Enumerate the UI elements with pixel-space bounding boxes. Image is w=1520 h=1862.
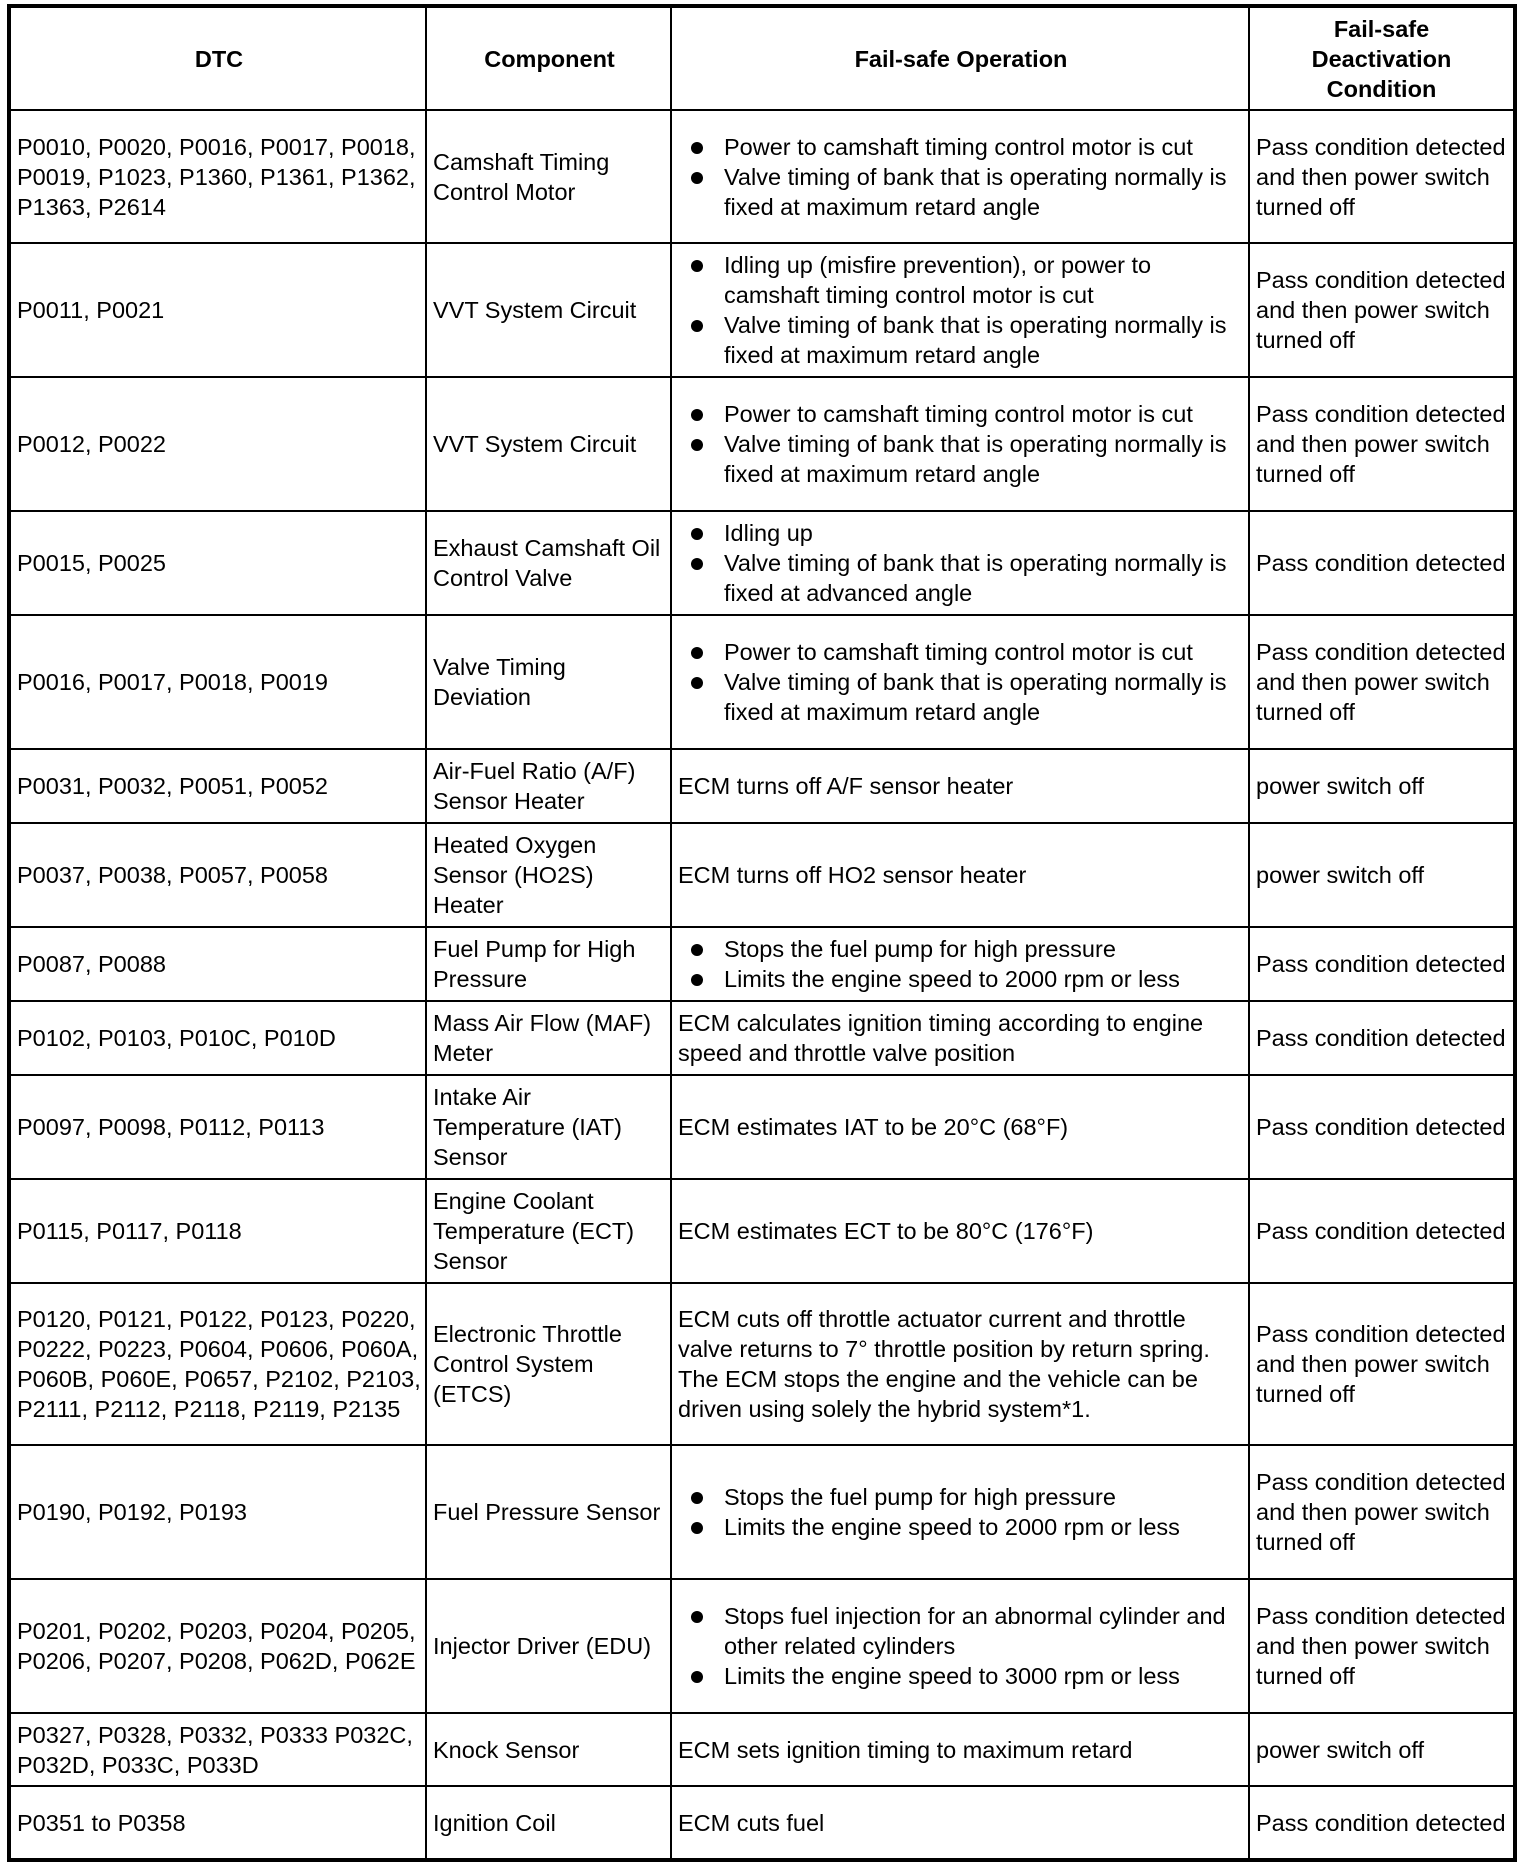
cell-deactivation: Pass condition detected and then power switch turned off: [1249, 1283, 1515, 1445]
cell-operation: ECM estimates ECT to be 80°C (176°F): [671, 1179, 1249, 1283]
table-row: [9, 110, 1515, 243]
table-row: [9, 615, 1515, 749]
operation-bullet-item: Idling up (misfire prevention), or power to camshaft timing control motor is cut: [724, 250, 1244, 310]
cell-dtc: P0087, P0088: [9, 927, 426, 1001]
operation-bullet-list: [678, 637, 1244, 727]
cell-component: VVT System Circuit: [426, 243, 671, 377]
table-row: [9, 1579, 1515, 1713]
cell-component: Electronic Throttle Control System (ETCS): [426, 1283, 671, 1445]
operation-bullet-list: [678, 934, 1244, 994]
cell-component: Air-Fuel Ratio (A/F) Sensor Heater: [426, 749, 671, 823]
cell-deactivation: Pass condition detected: [1249, 1179, 1515, 1283]
cell-component: Fuel Pressure Sensor: [426, 1445, 671, 1579]
table-row: [9, 1786, 1515, 1860]
operation-bullet-item: Limits the engine speed to 3000 rpm or less: [724, 1661, 1244, 1691]
cell-deactivation: power switch off: [1249, 823, 1515, 927]
cell-component: Exhaust Camshaft Oil Control Valve: [426, 511, 671, 615]
cell-deactivation: Pass condition detected and then power switch turned off: [1249, 615, 1515, 749]
cell-dtc: P0115, P0117, P0118: [9, 1179, 426, 1283]
operation-bullet-item: Valve timing of bank that is operating normally is fixed at maximum retard angle: [724, 429, 1244, 489]
table-row: [9, 1283, 1515, 1445]
table-row: [9, 1445, 1515, 1579]
cell-dtc: P0190, P0192, P0193: [9, 1445, 426, 1579]
header-component: Component: [426, 6, 671, 110]
table-row: [9, 823, 1515, 927]
cell-deactivation: Pass condition detected and then power switch turned off: [1249, 377, 1515, 511]
cell-dtc: P0351 to P0358: [9, 1786, 426, 1860]
cell-dtc: P0097, P0098, P0112, P0113: [9, 1075, 426, 1179]
cell-dtc: P0015, P0025: [9, 511, 426, 615]
cell-deactivation: Pass condition detected: [1249, 1786, 1515, 1860]
header-operation: Fail-safe Operation: [671, 6, 1249, 110]
table-row: [9, 1713, 1515, 1786]
cell-component: Knock Sensor: [426, 1713, 671, 1786]
cell-operation: [671, 377, 1249, 511]
cell-deactivation: Pass condition detected: [1249, 927, 1515, 1001]
cell-component: Fuel Pump for High Pressure: [426, 927, 671, 1001]
cell-deactivation: Pass condition detected and then power switch turned off: [1249, 110, 1515, 243]
cell-deactivation: Pass condition detected: [1249, 511, 1515, 615]
operation-bullet-item: Power to camshaft timing control motor is cut: [724, 399, 1244, 429]
cell-operation: [671, 927, 1249, 1001]
cell-deactivation: power switch off: [1249, 749, 1515, 823]
operation-bullet-list: [678, 518, 1244, 608]
cell-deactivation: Pass condition detected: [1249, 1001, 1515, 1075]
table-row: [9, 511, 1515, 615]
operation-bullet-list: [678, 132, 1244, 222]
cell-dtc: P0011, P0021: [9, 243, 426, 377]
cell-operation: ECM estimates IAT to be 20°C (68°F): [671, 1075, 1249, 1179]
operation-bullet-item: Stops the fuel pump for high pressure: [724, 1482, 1244, 1512]
cell-operation: ECM sets ignition timing to maximum retard: [671, 1713, 1249, 1786]
cell-operation: ECM calculates ignition timing according to engine speed and throttle valve position: [671, 1001, 1249, 1075]
table-row: [9, 1001, 1515, 1075]
cell-dtc: P0010, P0020, P0016, P0017, P0018, P0019, P1023, P1360, P1361, P1362, P1363, P2614: [9, 110, 426, 243]
table-header-row: [9, 6, 1515, 110]
cell-operation: ECM turns off HO2 sensor heater: [671, 823, 1249, 927]
operation-bullet-item: Valve timing of bank that is operating normally is fixed at maximum retard angle: [724, 162, 1244, 222]
cell-operation: ECM cuts fuel: [671, 1786, 1249, 1860]
operation-bullet-list: [678, 1482, 1244, 1542]
operation-bullet-list: [678, 1601, 1244, 1691]
failsafe-table-sheet: [7, 4, 1513, 1848]
cell-component: Engine Coolant Temperature (ECT) Sensor: [426, 1179, 671, 1283]
cell-deactivation: Pass condition detected and then power switch turned off: [1249, 1445, 1515, 1579]
cell-component: Mass Air Flow (MAF) Meter: [426, 1001, 671, 1075]
cell-operation: [671, 615, 1249, 749]
operation-bullet-list: [678, 399, 1244, 489]
table-row: [9, 1075, 1515, 1179]
cell-operation: ECM turns off A/F sensor heater: [671, 749, 1249, 823]
cell-component: Heated Oxygen Sensor (HO2S) Heater: [426, 823, 671, 927]
cell-deactivation: Pass condition detected and then power switch turned off: [1249, 1579, 1515, 1713]
cell-operation: ECM cuts off throttle actuator current and throttle valve returns to 7° throttle position by return spring. The ECM stops the engine and the vehicle can be driven using solely the hybrid system*1.: [671, 1283, 1249, 1445]
cell-dtc: P0031, P0032, P0051, P0052: [9, 749, 426, 823]
operation-bullet-item: Valve timing of bank that is operating normally is fixed at advanced angle: [724, 548, 1244, 608]
cell-operation: [671, 1445, 1249, 1579]
cell-dtc: P0102, P0103, P010C, P010D: [9, 1001, 426, 1075]
cell-operation: [671, 110, 1249, 243]
header-dtc: DTC: [9, 6, 426, 110]
cell-deactivation: Pass condition detected: [1249, 1075, 1515, 1179]
operation-bullet-item: Valve timing of bank that is operating normally is fixed at maximum retard angle: [724, 310, 1244, 370]
operation-bullet-item: Power to camshaft timing control motor is cut: [724, 637, 1244, 667]
operation-bullet-item: Idling up: [724, 518, 1244, 548]
cell-operation: [671, 1579, 1249, 1713]
cell-dtc: P0327, P0328, P0332, P0333 P032C, P032D, P033C, P033D: [9, 1713, 426, 1786]
cell-dtc: P0201, P0202, P0203, P0204, P0205, P0206, P0207, P0208, P062D, P062E: [9, 1579, 426, 1713]
cell-operation: [671, 243, 1249, 377]
table-row: [9, 927, 1515, 1001]
cell-dtc: P0012, P0022: [9, 377, 426, 511]
operation-bullet-item: Stops fuel injection for an abnormal cylinder and other related cylinders: [724, 1601, 1244, 1661]
cell-dtc: P0120, P0121, P0122, P0123, P0220, P0222, P0223, P0604, P0606, P060A, P060B, P060E, P0657, P2102, P2103, P2111, P2112, P2118, P2119, P2135: [9, 1283, 426, 1445]
cell-deactivation: power switch off: [1249, 1713, 1515, 1786]
operation-bullet-item: Valve timing of bank that is operating normally is fixed at maximum retard angle: [724, 667, 1244, 727]
cell-component: Injector Driver (EDU): [426, 1579, 671, 1713]
header-deactivation: Fail-safe Deactivation Condition: [1249, 6, 1515, 110]
operation-bullet-item: Limits the engine speed to 2000 rpm or less: [724, 1512, 1244, 1542]
table-row: [9, 243, 1515, 377]
operation-bullet-item: Limits the engine speed to 2000 rpm or less: [724, 964, 1244, 994]
table-row: [9, 749, 1515, 823]
cell-component: Ignition Coil: [426, 1786, 671, 1860]
operation-bullet-item: Stops the fuel pump for high pressure: [724, 934, 1244, 964]
failsafe-table: [7, 4, 1517, 1862]
operation-bullet-item: Power to camshaft timing control motor is cut: [724, 132, 1244, 162]
cell-component: Camshaft Timing Control Motor: [426, 110, 671, 243]
cell-dtc: P0016, P0017, P0018, P0019: [9, 615, 426, 749]
operation-bullet-list: [678, 250, 1244, 370]
cell-dtc: P0037, P0038, P0057, P0058: [9, 823, 426, 927]
table-row: [9, 1179, 1515, 1283]
cell-deactivation: Pass condition detected and then power switch turned off: [1249, 243, 1515, 377]
cell-operation: [671, 511, 1249, 615]
cell-component: Intake Air Temperature (IAT) Sensor: [426, 1075, 671, 1179]
table-row: [9, 377, 1515, 511]
cell-component: Valve Timing Deviation: [426, 615, 671, 749]
table-body: [9, 110, 1515, 1860]
cell-component: VVT System Circuit: [426, 377, 671, 511]
